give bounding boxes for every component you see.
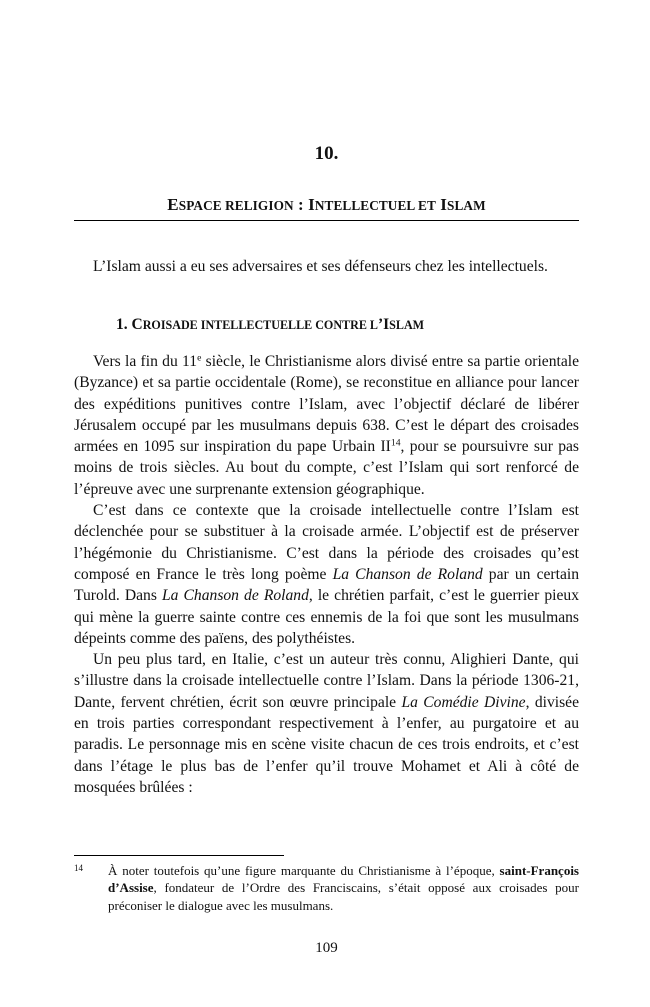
text-run: À noter toutefois qu’une figure marquante du Christianisme à l’époque, bbox=[108, 863, 500, 878]
section-title-part: C bbox=[131, 316, 143, 333]
chapter-title-part: NTELLECTUEL ET bbox=[314, 198, 436, 213]
work-title: La Chanson de Roland bbox=[332, 565, 483, 583]
text-run: Un peu plus tard, en Italie, c’est un auteur très connu, Alighieri Dante, qui s’illustre dans la croisade intellectuelle contre l’Islam. Dans la période 1306-21, Dante, fervent chrétien, écrit son œuvre principale bbox=[74, 651, 579, 711]
section-title-part: SLAM bbox=[389, 318, 425, 332]
chapter-title-part: I bbox=[308, 195, 315, 214]
text-run: siècle, le Christianisme alors divisé entre sa partie orientale (Byzance) et sa partie occidentale (Rome), se reconstitue en alliance pour lancer des expéditions punitives contre l’Islam, avec l’objectif déclaré de libérer Jérusalem occupé par les musulmans depuis 638. C’est le départ des croisades armées en 1095 sur inspiration du pape Urbain II bbox=[74, 353, 579, 456]
section-heading bbox=[74, 316, 579, 334]
paragraph bbox=[74, 500, 579, 649]
footnote-number: 14 bbox=[74, 863, 83, 873]
page-number: 109 bbox=[315, 940, 338, 956]
title-divider bbox=[74, 220, 579, 221]
text-run: , le chrétien parfait, c’est le guerrier pieux qui mène la guerre sainte contre ces ennemis de la foi que sont les musulmans dépeints comme des païens, des polythéistes. bbox=[74, 587, 579, 647]
footnote-text bbox=[108, 862, 579, 914]
footnote-emphasis: saint-François d’Assise bbox=[108, 863, 579, 896]
chapter-title bbox=[74, 195, 579, 215]
work-title: La Comédie Divine bbox=[401, 693, 526, 711]
footnote-reference[interactable]: 14 bbox=[390, 437, 401, 449]
footnote bbox=[74, 862, 579, 914]
paragraph bbox=[74, 649, 579, 798]
chapter-title-part: I bbox=[435, 195, 447, 214]
work-title: La Chanson de Roland bbox=[161, 587, 309, 605]
text-run: Vers la fin du 11 bbox=[93, 353, 198, 370]
section-title-part: ’I bbox=[377, 316, 390, 333]
chapter-title-part: SLAM bbox=[447, 198, 486, 213]
section-number: 1. bbox=[116, 316, 132, 333]
main-text bbox=[74, 351, 579, 798]
chapter-title-part: SPACE RELIGION bbox=[178, 198, 294, 213]
text-run: par un certain Turold. Dans bbox=[74, 565, 579, 605]
paragraph bbox=[74, 351, 579, 500]
intro-paragraph: L’Islam aussi a eu ses adversaires et ses défenseurs chez les intellectuels. bbox=[93, 258, 548, 275]
text-run: , pour se poursuivre sur pas moins de trois siècles. Au bout du compte, c’est l’Islam qui sort renforcé de l’épreuve avec une surprenante extension géographique. bbox=[74, 438, 579, 498]
text-run: , divisée en trois parties correspondant respectivement à l’enfer, au purgatoire et au paradis. Le personnage mis en scène visite chacun de ces trois endroits, et c’est dans l’étage le plus bas de l’enfer qu’il trouve Mohamet et Ali à côté de mosquées brûlées : bbox=[74, 693, 580, 796]
footnote-divider bbox=[74, 855, 284, 856]
superscript: e bbox=[197, 352, 202, 364]
intro-block bbox=[74, 256, 579, 277]
chapter-title-part: E bbox=[167, 195, 179, 214]
chapter-number: 10. bbox=[314, 143, 339, 164]
section-title-part: ROISADE INTELLECTUELLE CONTRE L bbox=[142, 318, 378, 332]
chapter-title-part: : bbox=[293, 195, 309, 214]
text-run: C’est dans ce contexte que la croisade intellectuelle contre l’Islam est déclenchée pour se substituer à la croisade armée. L’objectif est de préserver l’hégémonie du Christianisme. C’est dans la période des croisades qu’est composé en France le très long poème bbox=[74, 502, 579, 583]
text-run: , fondateur de l’Ordre des Franciscains, s’était opposé aux croisades pour préconiser le dialogue avec les musulmans. bbox=[108, 880, 579, 913]
